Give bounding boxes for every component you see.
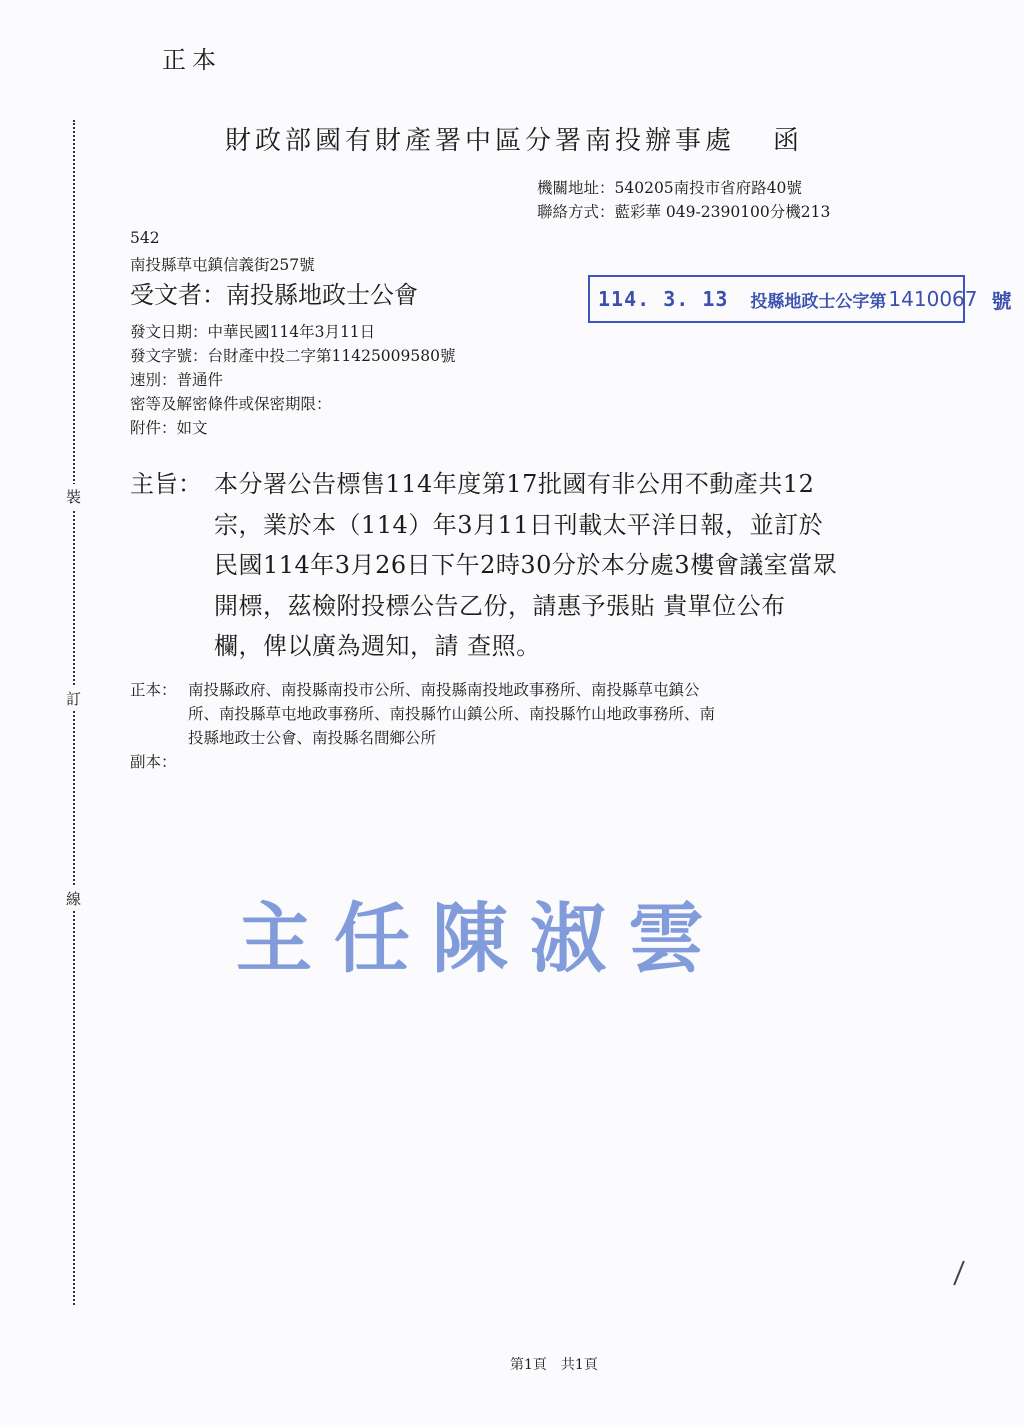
subject-line: 本分署公告標售114年度第17批國有非公用不動產共12 xyxy=(214,470,815,498)
document-title xyxy=(225,120,803,157)
receiver-address: 南投縣草屯鎮信義街257號 xyxy=(130,256,315,274)
stamp-org: 投縣地政士公字第 xyxy=(750,291,887,312)
original-recipients-line: 投縣地政士公會、南投縣名間鄉公所 xyxy=(188,729,437,747)
received-stamp xyxy=(588,275,1012,323)
page-footer xyxy=(510,1354,598,1374)
subject-line: 開標，茲檢附投標公告乙份，請惠予張貼 貴單位公布 xyxy=(214,591,786,620)
delivery-speed: 速別：普通件 xyxy=(130,371,224,389)
subject-line: 欄，俾以廣為週知，請 查照。 xyxy=(214,632,541,660)
document-type: 函 xyxy=(773,126,804,156)
secrecy-level: 密等及解密條件或保密期限： xyxy=(130,395,332,413)
page-number: 第1頁 xyxy=(510,1357,547,1373)
issue-date: 發文日期：中華民國114年3月11日 xyxy=(130,323,376,341)
subject-line: 民國114年3月26日下午2時30分於本分處3樓會議室當眾 xyxy=(214,551,838,579)
pen-mark xyxy=(953,1261,965,1286)
subject-body xyxy=(214,464,837,667)
original-recipients-line: 所、南投縣草屯地政事務所、南投縣竹山鎮公所、南投縣竹山地政事務所、南 xyxy=(188,705,716,723)
copy-recipients-label: 副本： xyxy=(130,753,177,771)
stamp-date: 114. 3. 13 xyxy=(598,287,729,311)
binding-char-zhuang: 裝 xyxy=(66,484,81,509)
recipient: 受文者：南投縣地政士公會 xyxy=(130,281,418,309)
subject-line: 宗，業於本（114）年3月11日刊載太平洋日報，並訂於 xyxy=(214,510,824,539)
issue-number: 發文字號：台財產中投二字第11425009580號 xyxy=(130,347,456,365)
stamp-suffix: 號 xyxy=(991,288,1012,313)
binding-dotted-line xyxy=(73,120,75,1305)
page-total: 共1頁 xyxy=(560,1357,598,1373)
agency-address: 機關地址：540205南投市省府路40號 xyxy=(537,179,802,197)
original-recipients-line: 南投縣政府、南投縣南投市公所、南投縣南投地政事務所、南投縣草屯鎮公 xyxy=(188,681,700,699)
stamp-number: 1410067 xyxy=(888,287,978,311)
binding-char-ding: 訂 xyxy=(66,686,81,711)
agency-name: 財政部國有財產署中區分署南投辦事處 xyxy=(225,126,736,156)
binding-char-xian: 線 xyxy=(66,886,81,911)
attachment: 附件：如文 xyxy=(130,419,208,437)
original-recipients-label: 正本： xyxy=(130,681,177,699)
copy-mark: 正本 xyxy=(162,46,222,74)
subject-label: 主旨： xyxy=(130,470,202,498)
signature-seal: 主任陳淑雲 xyxy=(236,894,726,983)
original-recipients xyxy=(188,678,715,750)
agency-contact: 聯絡方式：藍彩華 049-2390100分機213 xyxy=(537,203,831,221)
postal-code: 542 xyxy=(130,229,160,247)
